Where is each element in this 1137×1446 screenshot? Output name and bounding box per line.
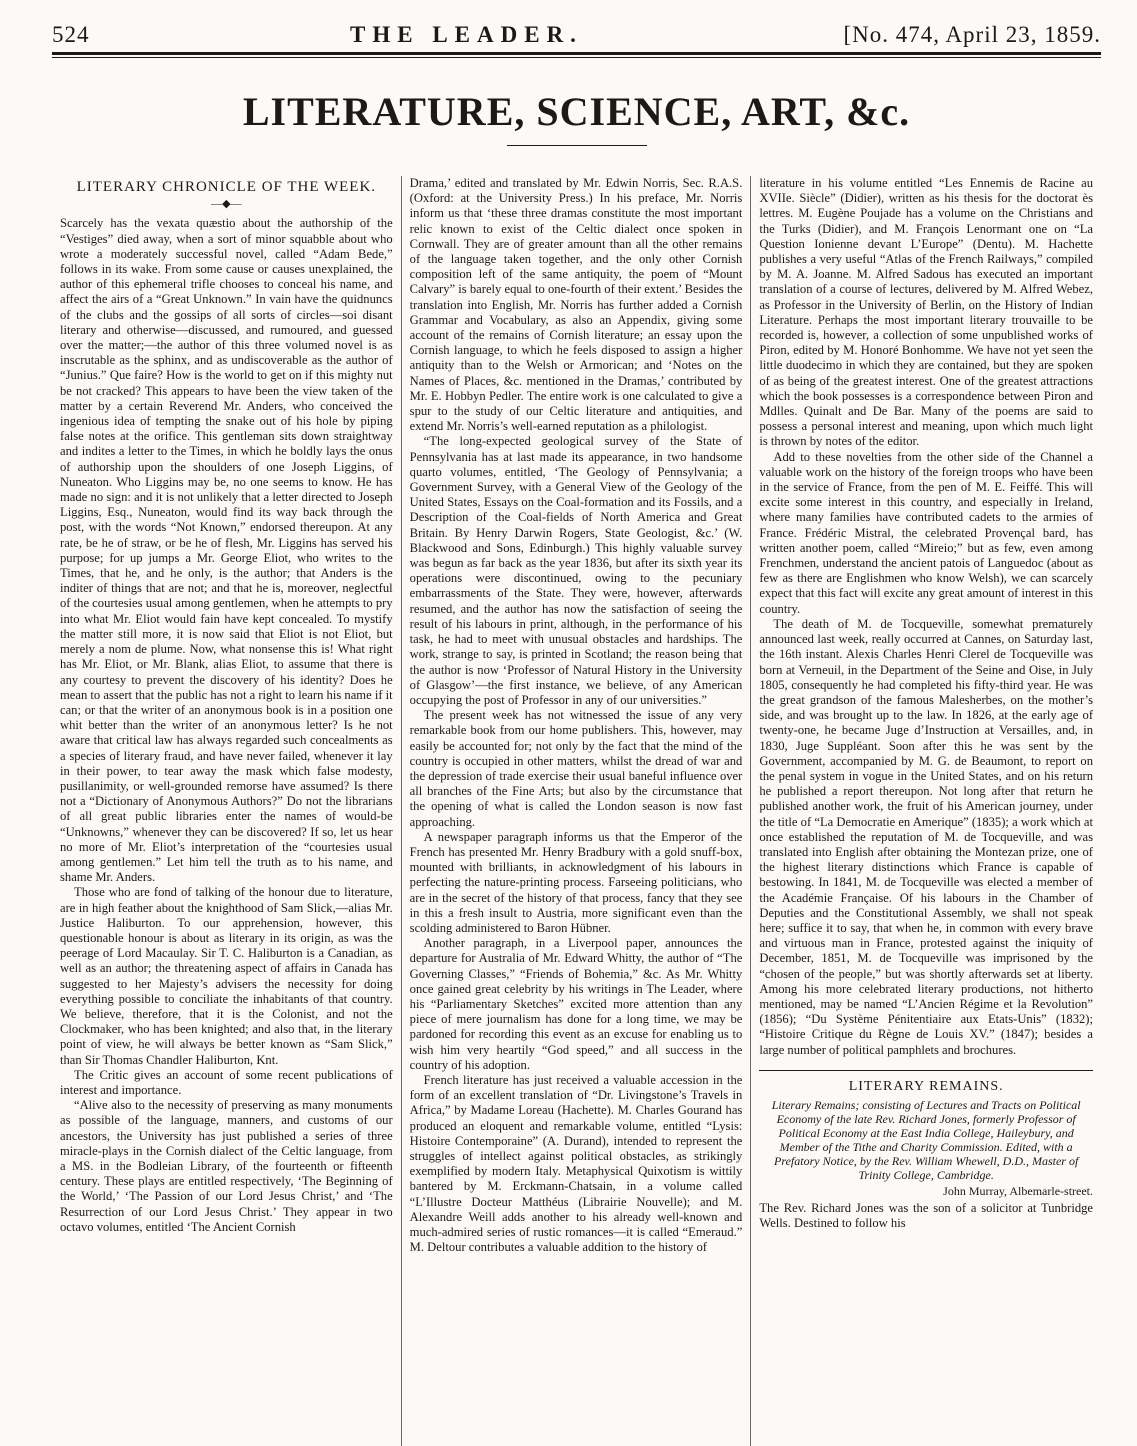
paragraph: A newspaper paragraph informs us that the Emperor of the French has presented Mr. Henry Bradbury with a gold snuff-box, mounted with brilliants, in acknowledgment of his labours in perfecting the nature-printing process. Farseeing politicians, who are in the secret of the history of that process, fancy that they see in this a fresh insult to Austria, more significant even than the scolding administered to Baron Hübner. xyxy=(409,829,743,935)
remains-heading: LITERARY REMAINS. xyxy=(759,1070,1093,1094)
paragraph: “The long-expected geological survey of the State of Pennsylvania has at last made its appearance, in two handsome quarto volumes, entitled, ‘The Geology of Pennsylvania; a Government Survey, with a General View of the Geology of the United States, Essays on the Coal-formation and its Fossils, and a Description of the Coal-fields of North America and Great Britain. By Henry Darwin Rogers, State Geologist, &c.’ (W. Blackwood and Sons, Edinburgh.) This highly valuable survey was begun as far back as the year 1836, but after its sixth year its operations were discontinued, owing to the pecuniary embarrassments of the State. They were, however, afterwards resumed, and the author has now the satisfaction of seeing the result of his labours in print, although, in the performance of his task, he had to meet with unusual obstacles and hardships. The work, strange to say, is printed in Scotland; the reason being that the author is now ‘Professor of Natural History in the University of Glasgow’—the first instance, we believe, of any American occupying the post of Professor in any of our universities.” xyxy=(409,434,743,707)
paragraph: The present week has not witnessed the issue of any very remarkable book from our home publishers. This, however, may easily be accounted for; not only by the fact that the mind of the country is occupied in other matters, whilst the dread of war and the depression of trade exercise their usual baneful influence over all branches of the Fine Arts; but also by the circumstance that the opening of what is called the London season is now fast approaching. xyxy=(409,708,743,829)
remains-intro: Literary Remains; consisting of Lectures and Tracts on Political Economy of the late Rev. Richard Jones, formerly Professor of Political Economy at the East India College, Haileybury, and Member of the Tithe and Charity Commission. Edited, with a Prefatory Notice, by the Rev. William Whewell, D.D., Master of Trinity College, Cambridge. xyxy=(771,1097,1081,1182)
page-number: 524 xyxy=(52,22,90,47)
paragraph: Another paragraph, in a Liverpool paper, announces the departure for Australia of Mr. Edward Whitty, the author of “The Governing Classes,” “Friends of Bohemia,” &c. As Mr. Whitty once gained great celebrity by his writings in The Leader, where his “Parliamentary Sketches” excited more attention than any piece of mere journalism has done for a long time, we may be pardoned for recording this event as an excuse for enabling us to wish him very heartily “God speed,” and all success in the country of his adoption. xyxy=(409,936,743,1072)
column-2 xyxy=(402,176,752,1446)
paragraph: French literature has just received a valuable accession in the form of an excellent translation of “Dr. Livingstone’s Travels in Africa,” by Madame Loreau (Hachette). M. Charles Gourand has produced an eloquent and remarkable volume, entitled “Lysis: Histoire Contemporaine” (A. Durand), intended to represent the struggles of intellect against political obstacles, as strikingly exemplified by modern Italy. Metaphysical Quixotism is wittily bantered by M. Erckmann-Chatsain, in a volume called “L’Illustre Docteur Matthéus (Librairie Nouvelle); and M. Alexandre Weill adds another to his already well-known and much-admired series of rustic romances—it is called “Emeraud.” M. Deltour contributes a valuable addition to the history of xyxy=(409,1072,743,1255)
paragraph: The death of M. de Tocqueville, somewhat prematurely announced last week, really occurred at Cannes, on Saturday last, the 16th instant. Alexis Charles Henri Clerel de Tocqueville was born at Verneuil, in the Department of the Seine and Oise, in July 1805, consequently he had completed his fifty-third year. He was the great grandson of the famous Malesherbes, on the mother’s side, and was brought up to the law. In 1826, at the early age of twenty-one, he became Juge d’Instruction at Versailles, and, in 1830, Juge Suppléant. Soon after this he was sent by the Government, accompanied by M. G. de Beaumont, to report on the penal system in vogue in the United States, and on his return he published a report thereupon. Not long after that return he published another work, the fruit of his American journey, under the title of “La Democratie en Amerique” (1835); a work which at once established the reputation of M. de Tocqueville, and was translated into English after obtaining the Montezan prize, one of the highest literary distinctions which France is capable of bestowing. In 1841, M. de Tocqueville was elected a member of the Académie Française. Of his labours in the Chamber of Deputies and the Constitutional Assembly, we shall not speak here; suffice it to say, that when he, in common with every brave and virtuous man in France, protested against the iniquity of December, 1851, M. de Tocqueville was imprisoned by the “chosen of the people,” but was shortly afterwards set at liberty. Among his more celebrated literary productions, not hitherto mentioned, may be named “L’Ancien Régime et la Revolution” (1856); “Du Système Pénitentiaire aux Etats-Unis” (1832); “Histoire Critique du Règne de Louis XV.” (1847); besides a large number of political pamphlets and brochures. xyxy=(759,616,1094,1057)
ornament-rule xyxy=(507,145,647,146)
remains-publisher: John Murray, Albemarle-street. xyxy=(943,1183,1094,1198)
column-3 xyxy=(751,176,1101,1446)
columns xyxy=(52,176,1101,1446)
chronicle-heading: LITERARY CHRONICLE OF THE WEEK. xyxy=(76,179,377,195)
masthead xyxy=(52,22,1101,48)
paragraph: Drama,’ edited and translated by Mr. Edwin Norris, Sec. R.A.S. (Oxford: at the University Press.) In his preface, Mr. Norris inform us that ‘these three dramas constitute the most important relic known to exist of the Celtic dialect once spoken in Cornwall. They are of greater amount than all the other remains of the language taken together, and the only other Cornish composition left of the same antiquity, the poem of “Mount Calvary” is barely equal to one-fourth of their extent.’ Besides the translation into English, Mr. Norris has further added a Cornish Grammar and Vocabulary, as also an Appendix, giving some account of the remains of Cornish literature; an essay upon the Cornish language, to which he feels disposed to assign a higher antiquity than to the Welsh or Armorican; and ‘Notes on the Names of Places, &c. mentioned in the Dramas,’ contributed by Mr. E. Hobbyn Pedler. The entire work is one calculated to give a spur to the study of our Celtic literature and antiquities, and extend Mr. Norris’s well-earned reputation as a philologist. xyxy=(409,176,743,434)
masthead-rule xyxy=(52,52,1101,55)
paragraph: “Alive also to the necessity of preserving as many monuments as possible of the language, manners, and customs of our ancestors, the University has just published a series of three miracle-plays in the Cornish dialect of the Celtic language, from a MS. in the Bodleian Library, of the fourteenth or fifteenth century. These plays are entitled respectively, ‘The Beginning of the World,’ ‘The Passion of our Lord Jesus Christ,’ and ‘The Resurrection of our Lord Jesus Christ.’ They appear in two octavo volumes, entitled ‘The Ancient Cornish xyxy=(60,1098,393,1234)
paragraph: Scarcely has the vexata quæstio about the authorship of the “Vestiges” died away, when a sort of minor squabble about who wrote a moderately successful novel, called “Adam Bede,” follows in its wake. From some cause or causes unexplained, the author of this ephemeral trifle chooses to conceal his name, and affect the airs of a “Great Unknown.” In vain have the quidnuncs of the clubs and the gossips of all sorts of circles—soi disant literary and otherwise—discussed, and rumoured, and guessed over the matter;—the author of this three volumed novel is as inscrutable as the sphinx, and as undiscoverable as the author of “Junius.” Que faire? How is the world to get on if this mighty nut be not cracked? This appears to have been the view taken of the matter by a certain Reverend Mr. Anders, who conceived the ingenious idea of tempting the snake out of his hole by piping false notes at the orifice. This gentleman sits down straightway and indites a letter to the Times, in which he boldly lays the onus of authorship upon the shoulders of one Joseph Liggins, of Nuneaton. Who Liggins may be, no one seems to know. He has made no sign: and it is not unlikely that a letter directed to Joseph Liggins, Esq., Nuneaton, would find its way back through the post, with the words “Not Known,” endorsed thereupon. At any rate, be he of straw, or be he of flesh, Mr. Liggins has served his purpose; for up jumps a Mr. George Eliot, who writes to the Times, that he, and he only, is the author; that Anders is the inditer of things that are not; and that he is, moreover, neglectful of the courtesies usual among gentlemen, when he attempts to pry into what Mr. Eliot would fain have kept concealed. To mystify the matter still more, it is now said that Eliot is not Eliot, but merely a nom de plume. Now, what nonsense this is! What right has Mr. Eliot, or Mr. Blank, alias Eliot, to assume that there is any courtesy to prevent the discovery of his identity? Does he mean to assert that the public has not a right to learn his name if it can; or that the writer of an anonymous book is in a position one whit better than the writer of an anonymous letter? Is he not aware that critical law has always regarded such concealments as a species of literary fraud, and have never failed, whenever it lay in their power, to tear away the mask which false modesty, pusillanimity, or well-grounded remorse have assumed? Is there not a “Dictionary of Anonymous Authors?” Do not the librarians of all great public libraries enter the names of would-be “Unknowns,” whenever they can be discovered? If so, let us hear no more of Mr. Eliot’s interpretation of the “courtesies usual among gentlemen.” Let him tell the truth as to his name, and shame Mr. Anders. xyxy=(60,216,393,885)
diamond-ornament: —◆— xyxy=(211,198,242,211)
paragraph: Those who are fond of talking of the honour due to literature, are in high feather about the knighthood of Sam Slick,—alias Mr. Justice Haliburton. To our apprehension, however, this questionable honour is about as literary in its origin, as was the peerage of Lord Macaulay. Sir T. C. Haliburton is a Canadian, as well as an author; the threatening aspect of affairs in Canada has suggested to her Majesty’s advisers the necessity for doing everything possible to conciliate the inhabitants of that country. We believe, therefore, that it is the Colonist, and not the Clockmaker, who has been knighted; and also that, in the literary point of view, he will always be better known as “Sam Slick,” than Sir Thomas Chandler Haliburton, Knt. xyxy=(60,885,393,1067)
newspaper-title: THE LEADER. xyxy=(350,22,583,47)
issue-info: [No. 474, April 23, 1859. xyxy=(843,22,1101,47)
paragraph: literature in his volume entitled “Les Ennemis de Racine au XVIIe. Siècle” (Didier), written as his thesis for the doctorat ès lettres. M. Eugène Poujade has a volume on the Christians and the Turks (Didier), and M. François Lenormant one on “La Question Ionienne devant L’Europe” (Dentu). M. Hachette publishes a very useful “Atlas of the French Railways,” compiled by M. A. Joanne. M. Alfred Sadous has executed an important translation of a course of lectures, delivered by M. Alfred Webez, as Professor in the University of Berlin, on the History of Indian Literature. Perhaps the most important literary trouvaille to be recorded is, however, a collection of some unpublished works of Piron, edited by M. Honoré Bonhomme. We have not yet seen the little duodecimo in which they are contained, but they are spoken of as being of the greatest interest. One of the greatest attractions which the book possesses is a correspondence between Piron and Mdlles. Quinalt and De Bar. Many of the poems are said to possess a personal interest and meaning, upon which much light is thrown by notes of the editor. xyxy=(759,176,1094,449)
paragraph: The Rev. Richard Jones was the son of a solicitor at Tunbridge Wells. Destined to follow his xyxy=(759,1201,1094,1231)
section-title: LITERATURE, SCIENCE, ART, &c. xyxy=(242,89,911,134)
paragraph: The Critic gives an account of some recent publications of interest and importance. xyxy=(60,1067,393,1097)
column-1 xyxy=(52,176,402,1446)
masthead-rule-thin xyxy=(52,57,1101,58)
paragraph: Add to these novelties from the other side of the Channel a valuable work on the history of the foreign troops who have been in the service of France, from the pen of M. E. Feiffé. This will excite some interest in this country, and especially in Ireland, where many families have contributed cadets to the armies of France. Frédéric Mistral, the celebrated Provençal bard, has written another poem, called “Mireio;” but as few, even among Frenchmen, understand the ancient patois of Languedoc (about as few as there are Englishmen who know Welsh), we can scarcely expect that this fact will excite any great amount of interest in this country. xyxy=(759,449,1094,616)
